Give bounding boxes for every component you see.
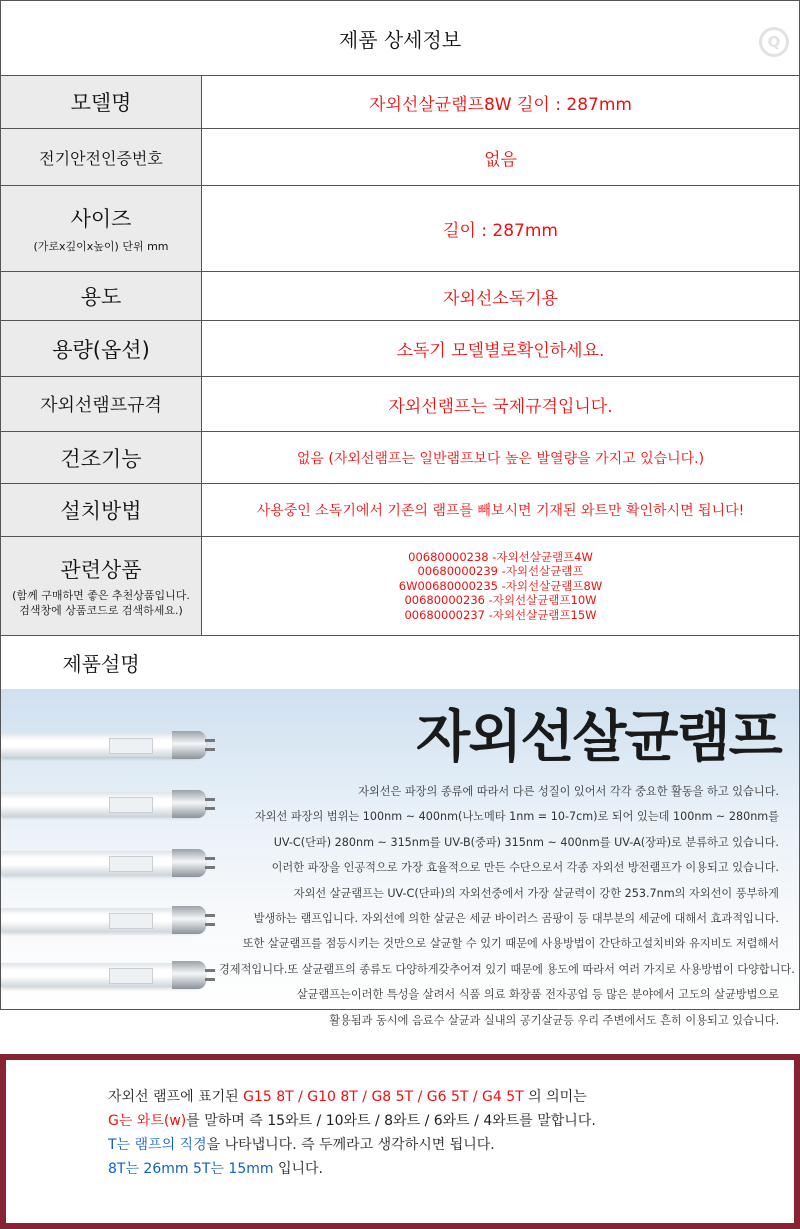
value-install: 사용중인 소독기에서 기존의 램프를 빼보시면 기재된 와트만 확인하시면 됩니다! bbox=[256, 503, 745, 519]
note-line-3: T는 램프의 직경을 나타냅니다. 즉 두께라고 생각하시면 됩니다. bbox=[108, 1137, 495, 1153]
spec-title: 제품 상세정보 bbox=[338, 27, 462, 52]
related-product-item[interactable]: 00680000236 -자외선살균램프10W bbox=[404, 593, 597, 608]
value-size: 길이 : 287mm bbox=[443, 221, 558, 241]
row-capacity bbox=[1, 321, 799, 377]
row-related bbox=[1, 537, 799, 636]
uv-lamp-tube-image bbox=[1, 733, 206, 757]
description-line: 자외선 살균램프는 UV-C(단파)의 자외선중에서 가장 살균력이 강한 253.7nm의 자외선이 풍부하게 bbox=[293, 886, 779, 900]
description-line: 또한 살균램프를 점등시키는 것만으로 살균할 수 있기 때문에 사용방법이 간단하고설치비와 유지비도 저렴해서 bbox=[242, 937, 779, 951]
row-lamp-standard bbox=[1, 377, 799, 432]
note-diameter: 8T는 26mm 5T는 15mm bbox=[108, 1161, 274, 1177]
related-product-list bbox=[202, 537, 799, 635]
description-line: 자외선 파장의 범위는 100nm ~ 400nm(나노메타 1nm = 10-7cm)로 되어 있는데 100nm ~ 280nm를 bbox=[254, 810, 779, 824]
description-line: 살균램프는이러한 특성을 살려서 식품 의료 화장품 전자공업 등 많은 분야에서 고도의 살균방법으로 bbox=[296, 988, 779, 1002]
value-model: 자외선살균램프8W 길이 : 287mm bbox=[369, 94, 632, 115]
label-size-unit: (가로x깊이x높이) 단위 mm bbox=[33, 240, 169, 253]
label-lamp-standard: 자외선램프규격 bbox=[40, 395, 162, 416]
note-lamp-codes: G15 8T / G10 8T / G8 5T / G6 5T / G4 5T bbox=[243, 1089, 524, 1105]
value-capacity: 소독기 모델별로확인하세요. bbox=[396, 341, 605, 361]
value-lamp-standard: 자외선램프는 국제규격입니다. bbox=[388, 396, 613, 417]
lamp-code-note-text bbox=[108, 1085, 596, 1181]
label-usage: 용도 bbox=[80, 285, 122, 309]
related-product-item[interactable]: 00680000237 -자외선살균램프15W bbox=[404, 607, 597, 622]
spec-title-row bbox=[1, 1, 799, 76]
description-line: 활용됨과 동시에 음료수 살균과 실내의 공기살균등 우리 주변에서도 흔히 이용되고 있습니다. bbox=[329, 1013, 779, 1027]
value-usage: 자외선소독기용 bbox=[443, 288, 558, 309]
value-drying: 없음 (자외선램프는 일반램프보다 높은 발열량을 가지고 있습니다.) bbox=[296, 450, 705, 467]
row-drying bbox=[1, 432, 799, 484]
uv-lamp-tube-image bbox=[1, 908, 206, 932]
label-related-note: (함께 구매하면 좋은 추천상품입니다. 검색창에 상품코드로 검색하세요.) bbox=[12, 589, 190, 617]
description-line: 발생하는 램프입니다. 자외선에 의한 살균은 세균 바이러스 곰팡이 등 대부분의 세균에 대해서 효과적입니다. bbox=[253, 912, 779, 926]
row-safety-cert bbox=[1, 129, 799, 186]
note-line-1: 자외선 램프에 표기된 G15 8T / G10 8T / G8 5T / G6 5T / G4 5T 의 의미는 bbox=[108, 1089, 587, 1105]
related-product-item[interactable]: 00680000238 -자외선살균램프4W bbox=[408, 549, 593, 564]
label-capacity: 용량(옵션) bbox=[52, 337, 150, 362]
related-product-item[interactable]: 00680000239 -자외선살균램프 bbox=[417, 564, 584, 579]
note-line-4: 8T는 26mm 5T는 15mm 입니다. bbox=[108, 1161, 323, 1177]
q-logo-icon: Q bbox=[759, 27, 789, 57]
banner-title: 자외선살균램프 bbox=[416, 705, 781, 770]
row-install bbox=[1, 484, 799, 537]
lamp-code-note-box bbox=[0, 1054, 800, 1229]
note-g-meaning: G는 와트(w) bbox=[108, 1113, 187, 1129]
label-related: 관련상품 bbox=[60, 558, 142, 582]
note-t-meaning: T는 램프의 직경 bbox=[108, 1137, 207, 1153]
label-model: 모델명 bbox=[70, 91, 132, 115]
label-drying: 건조기능 bbox=[60, 446, 142, 471]
row-size bbox=[1, 186, 799, 272]
related-product-item[interactable]: 6W00680000235 -자외선살균램프8W bbox=[398, 578, 603, 593]
uv-lamp-tube-image bbox=[1, 792, 206, 816]
description-line: UV-C(단파) 280nm ~ 315nm를 UV-B(중파) 315nm ~ 400nm를 UV-A(장파)로 분류하고 있습니다. bbox=[273, 835, 779, 849]
description-line: 이러한 파장을 인공적으로 가장 효율적으로 만든 수단으로서 각종 자외선 방전램프가 이용되고 있습니다. bbox=[271, 861, 779, 875]
uv-lamp-tube-image bbox=[1, 851, 206, 875]
label-safety-cert: 전기안전인증번호 bbox=[39, 148, 163, 168]
description-label: 제품설명 bbox=[62, 651, 140, 676]
description-line: 자외선은 파장의 종류에 따라서 다른 성질이 있어서 각각 중요한 활동을 하고 있습니다. bbox=[358, 785, 779, 798]
product-banner bbox=[1, 689, 799, 1027]
description-line: 경제적입니다.또 살균램프의 종류도 다양하게갖추어져 있기 때문에 용도에 따라서 여러 가지로 사용방법이 다양합니다. bbox=[219, 962, 795, 976]
value-safety-cert: 없음 bbox=[484, 149, 517, 170]
label-size: 사이즈 bbox=[70, 207, 132, 231]
row-model bbox=[1, 76, 799, 129]
row-usage bbox=[1, 272, 799, 321]
note-line-2: G는 와트(w)를 말하며 즉 15와트 / 10와트 / 8와트 / 6와트 / 4와트를 말합니다. bbox=[108, 1113, 596, 1129]
description-paragraph bbox=[219, 779, 795, 1033]
uv-lamp-tube-image bbox=[1, 963, 206, 987]
label-install: 설치방법 bbox=[60, 499, 142, 523]
